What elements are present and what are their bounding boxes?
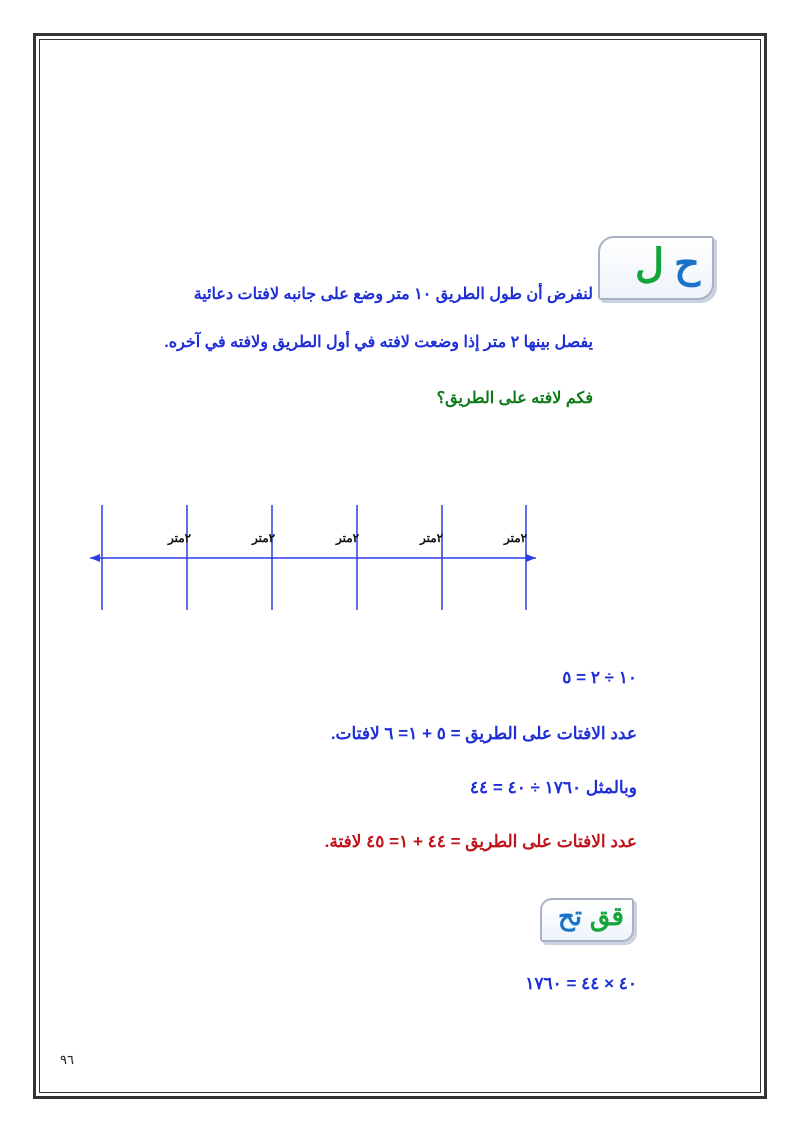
segment-label-5: ٢متر bbox=[504, 531, 528, 545]
page-number: ٩٦ bbox=[60, 1052, 74, 1067]
arrow-right-icon bbox=[526, 554, 536, 562]
problem-line-1: لنفرض أن طول الطريق ١٠ متر وضع على جانبه لافتات دعائية bbox=[193, 286, 593, 303]
road-diagram bbox=[90, 500, 540, 615]
segment-label-3: ٢متر bbox=[336, 531, 360, 545]
check-line: ٤٠ × ٤٤ = ١٧٦٠ bbox=[525, 974, 637, 993]
problem-line-2: يفصل بينها ٢ متر إذا وضعت لافته في أول الطريق ولافته في آخره. bbox=[164, 334, 593, 351]
solve-badge-letter-h: ح bbox=[674, 240, 700, 287]
arrow-left-icon bbox=[90, 554, 100, 562]
solution-line-3: وبالمثل ١٧٦٠ ÷ ٤٠ = ٤٤ bbox=[469, 778, 637, 797]
segment-label-4: ٢متر bbox=[420, 531, 444, 545]
check-badge-letters-q: قق bbox=[589, 902, 624, 932]
solve-badge-letter-l: ل bbox=[634, 240, 664, 287]
segment-label-2: ٢متر bbox=[252, 531, 276, 545]
segment-label-1: ٢متر bbox=[168, 531, 192, 545]
solve-badge bbox=[598, 236, 714, 300]
solution-line-1: ١٠ ÷ ٢ = ٥ bbox=[562, 668, 637, 687]
solution-line-2: عدد الافتات على الطريق = ٥ + ١= ٦ لافتات. bbox=[330, 724, 637, 743]
check-badge-letters-t: تح bbox=[557, 902, 582, 932]
solution-line-4: عدد الافتات على الطريق = ٤٤ + ١= ٤٥ لافتة. bbox=[324, 832, 637, 851]
problem-question: فكم لافته على الطريق؟ bbox=[436, 390, 593, 407]
check-badge bbox=[540, 898, 634, 942]
